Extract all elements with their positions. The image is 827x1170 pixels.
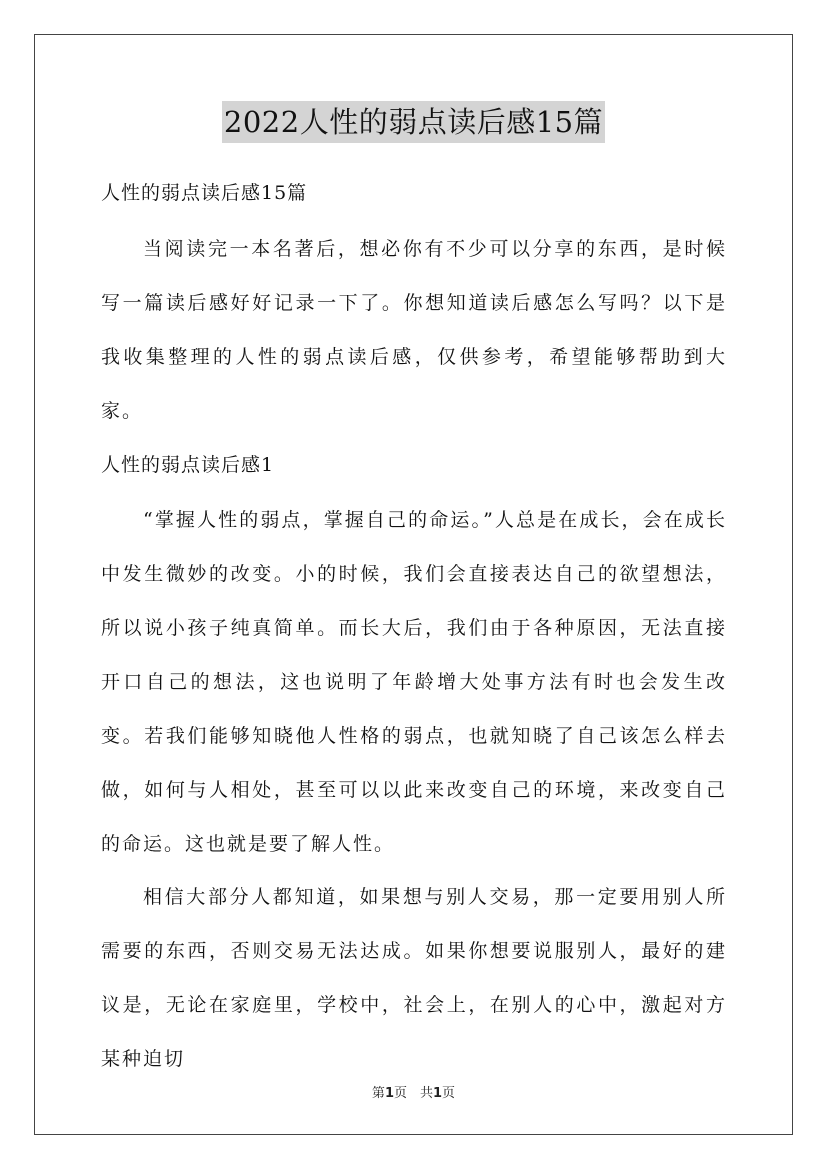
footer-suffix: 页: [442, 1086, 456, 1101]
footer-page-current: 1: [384, 1086, 394, 1101]
page-footer: [0, 1082, 827, 1101]
title-container: [0, 101, 827, 143]
footer-prefix: 第: [371, 1086, 385, 1101]
document-subtitle: 人性的弱点读后感15篇: [101, 182, 308, 204]
footer-mid: 页 共: [393, 1086, 433, 1101]
section-1-heading: 人性的弱点读后感1: [101, 454, 275, 476]
footer-page-total: 1: [433, 1086, 443, 1101]
document-title: 2022人性的弱点读后感15篇: [222, 101, 605, 143]
section-1-paragraph-1: “掌握人性的弱点，掌握自己的命运。”人总是在成长，会在成长中发生微妙的改变。小的时候，我们会直接表达自己的欲望想法，所以说小孩子纯真简单。而长大后，我们由于各种原因，无法直接开口自己的想法，这也说明了年龄增大处事方法有时也会发生改变。若我们能够知晓他人性格的弱点，也就知晓了自己该怎么样去做，如何与人相处，甚至可以以此来改变自己的环境，来改变自己的命运。这也就是要了解人性。: [101, 509, 727, 855]
section-1-paragraph-2: 相信大部分人都知道，如果想与别人交易，那一定要用别人所需要的东西，否则交易无法达成。如果你想要说服别人，最好的建议是，无论在家庭里，学校中，社会上，在别人的心中，激起对方某种迫切: [101, 886, 727, 1070]
intro-paragraph: 当阅读完一本名著后，想必你有不少可以分享的东西，是时候写一篇读后感好好记录一下了。你想知道读后感怎么写吗？以下是我收集整理的人性的弱点读后感，仅供参考，希望能够帮助到大家。: [101, 238, 727, 422]
